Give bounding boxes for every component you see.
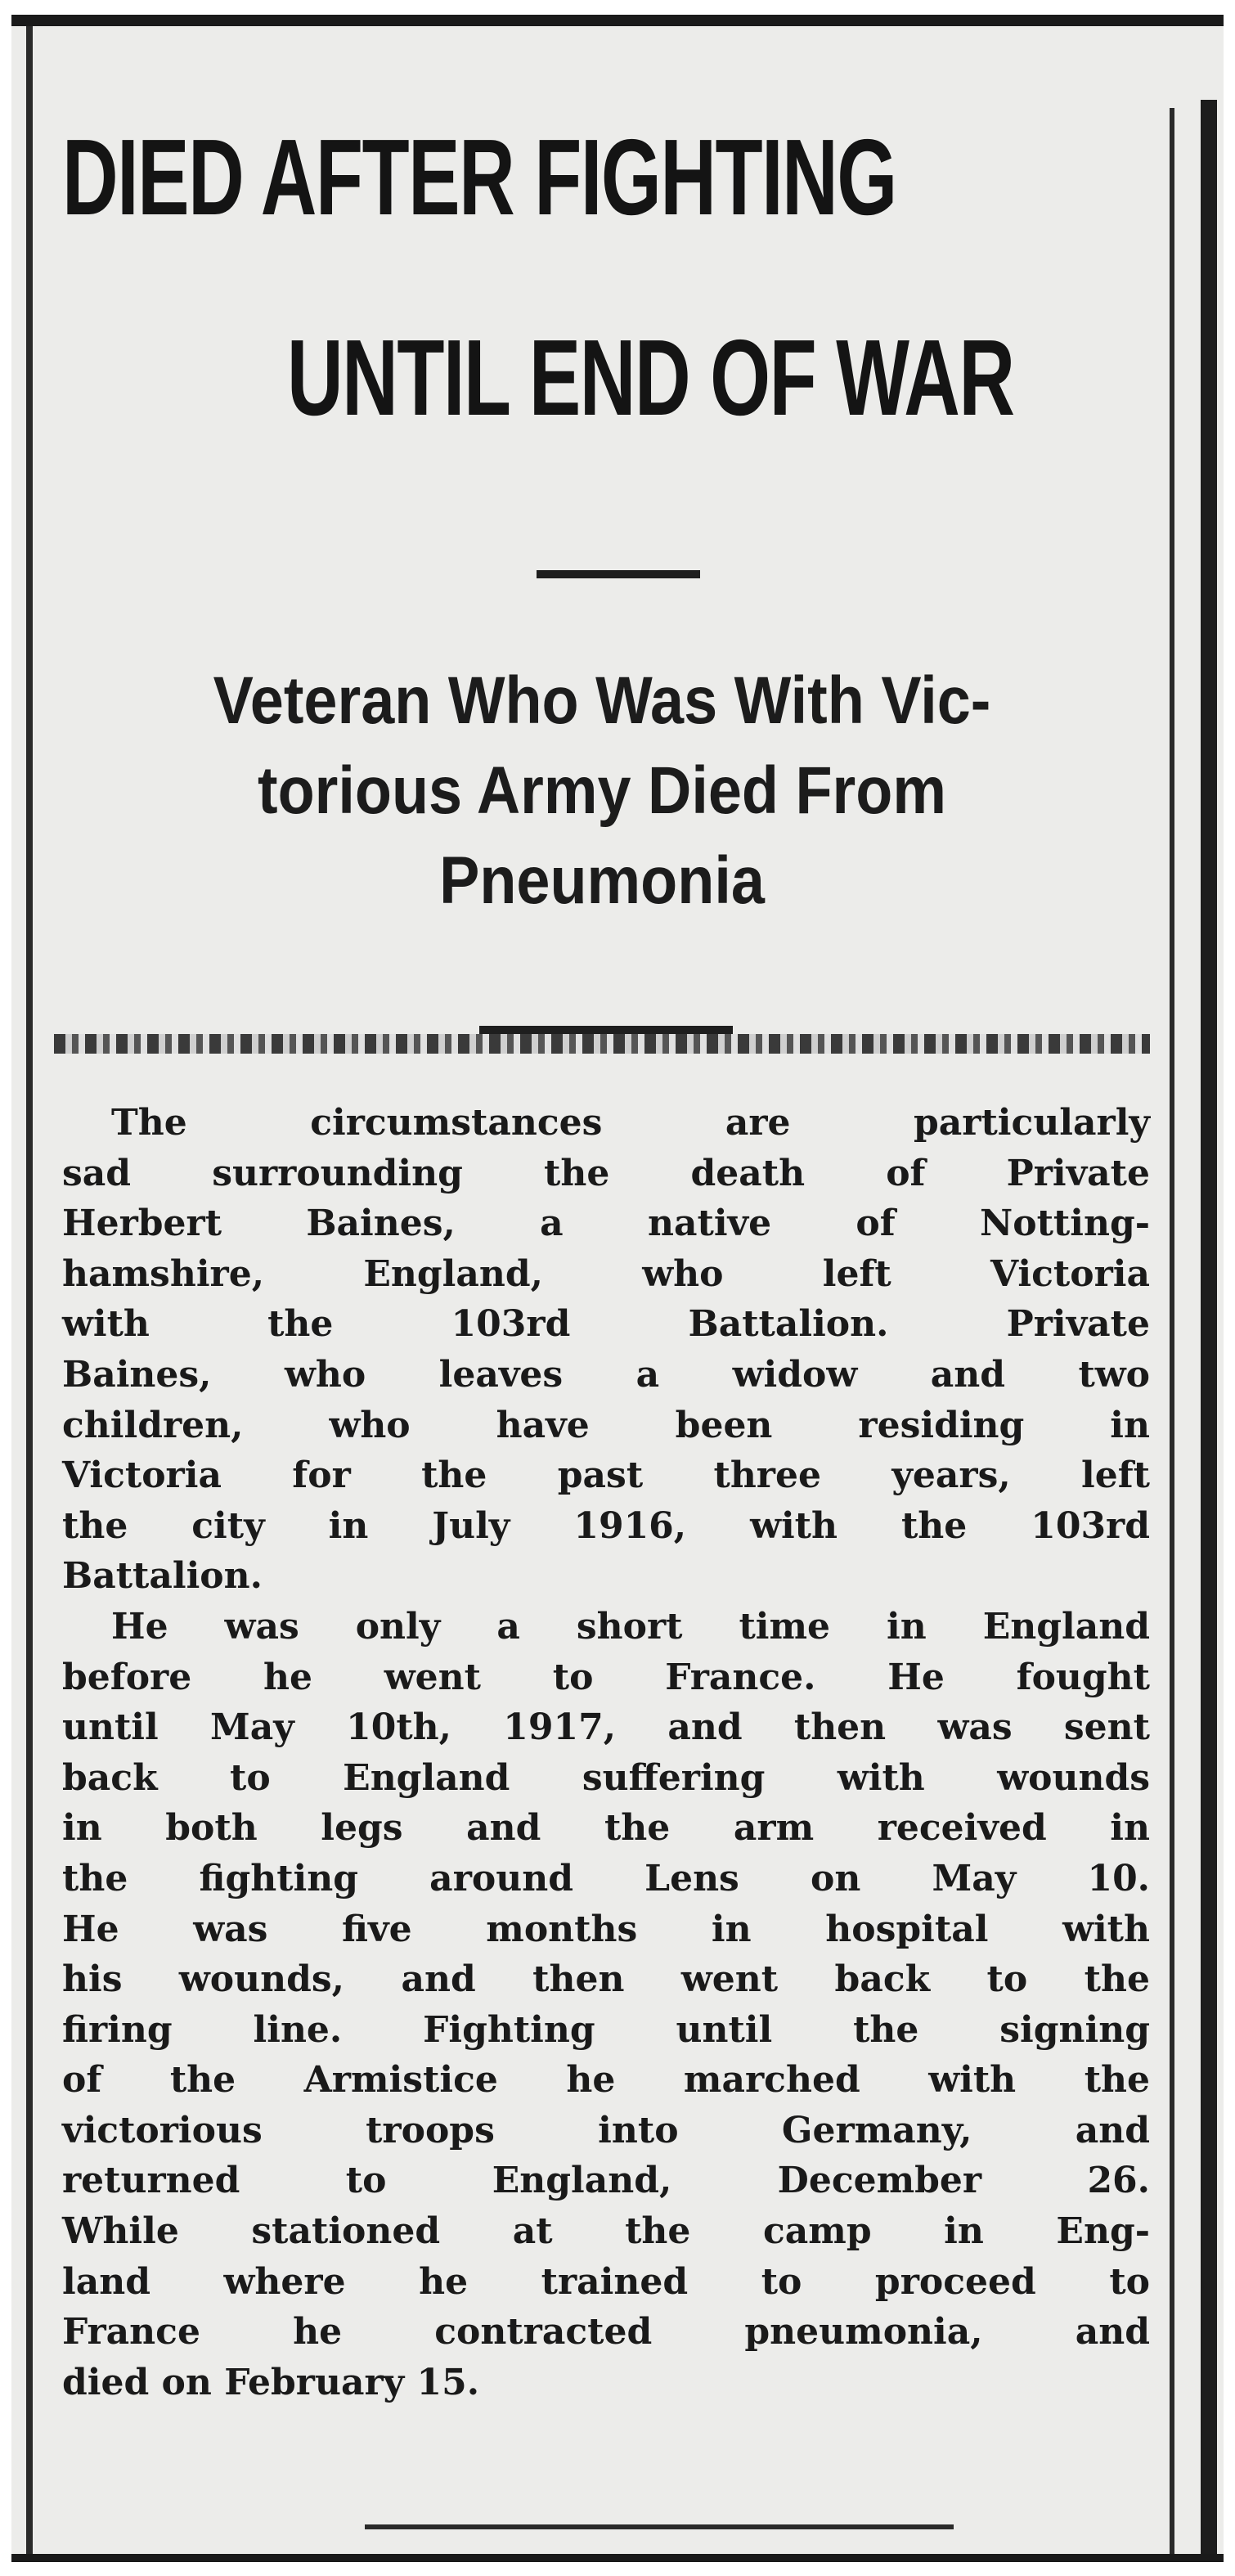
body-line: He was only a short time in England [111,1605,1150,1648]
body-line: hamshire, England, who left Victoria [62,1252,1150,1295]
body-line: Victoria for the past three years, left [62,1454,1150,1497]
footer-rule [365,2524,954,2529]
body-line: Baines, who leaves a widow and two [62,1353,1150,1396]
body-line: The circumstances are particularly [111,1102,1150,1144]
body-line: Herbert Baines, a native of Notting- [62,1203,1150,1245]
subheadline-line-1: Veteran Who Was With Vic- [213,663,991,738]
left-column-rule [26,26,33,2554]
body-line: Battalion. [62,1555,263,1598]
body-line: the fighting around Lens on May 10. [62,1857,1150,1899]
body-line: died on February 15. [62,2361,480,2403]
body-line: the city in July 1916, with the 103rd [62,1504,1150,1547]
subheadline-line-2: torious Army Died From [258,753,946,828]
newspaper-clipping [11,15,1224,2562]
body-line: until May 10th, 1917, and then was sent [62,1706,1150,1749]
subheadline-line-3: Pneumonia [439,843,765,918]
headline-line-1: DIED AFTER FIGHTING [62,117,896,237]
headline-dash-rule [537,570,700,578]
article-column [54,26,1150,2554]
body-line: While stationed at the camp in Eng- [62,2210,1150,2253]
article-body [62,1098,1150,2407]
body-line: France he contracted pneumonia, and [62,2311,1150,2353]
right-edge-border [1201,100,1217,2562]
subheadline [54,656,1150,926]
section-divider [54,1034,1150,1054]
body-line: He was five months in hospital with [62,1908,1150,1950]
body-line: back to England suffering with wounds [62,1756,1150,1799]
body-line: of the Armistice he marched with the [62,2059,1150,2102]
body-line: victorious troops into Germany, and [62,2109,1150,2151]
body-line: returned to England, December 26. [62,2160,1150,2202]
body-line: with the 103rd Battalion. Private [62,1303,1150,1346]
body-line: in both legs and the arm received in [62,1807,1150,1850]
body-line: children, who have been residing in [62,1404,1150,1446]
body-line: firing line. Fighting until the signing [62,2008,1150,2051]
body-line: land where he trained to proceed to [62,2260,1150,2303]
body-line: sad surrounding the death of Private [62,1152,1150,1194]
section-dash-rule [479,1026,733,1034]
body-line: his wounds, and then went back to the [62,1958,1150,2001]
body-line: before he went to France. He fought [62,1656,1150,1698]
right-column-rule [1170,108,1174,2562]
headline-line-2: UNTIL END OF WAR [287,317,1014,438]
